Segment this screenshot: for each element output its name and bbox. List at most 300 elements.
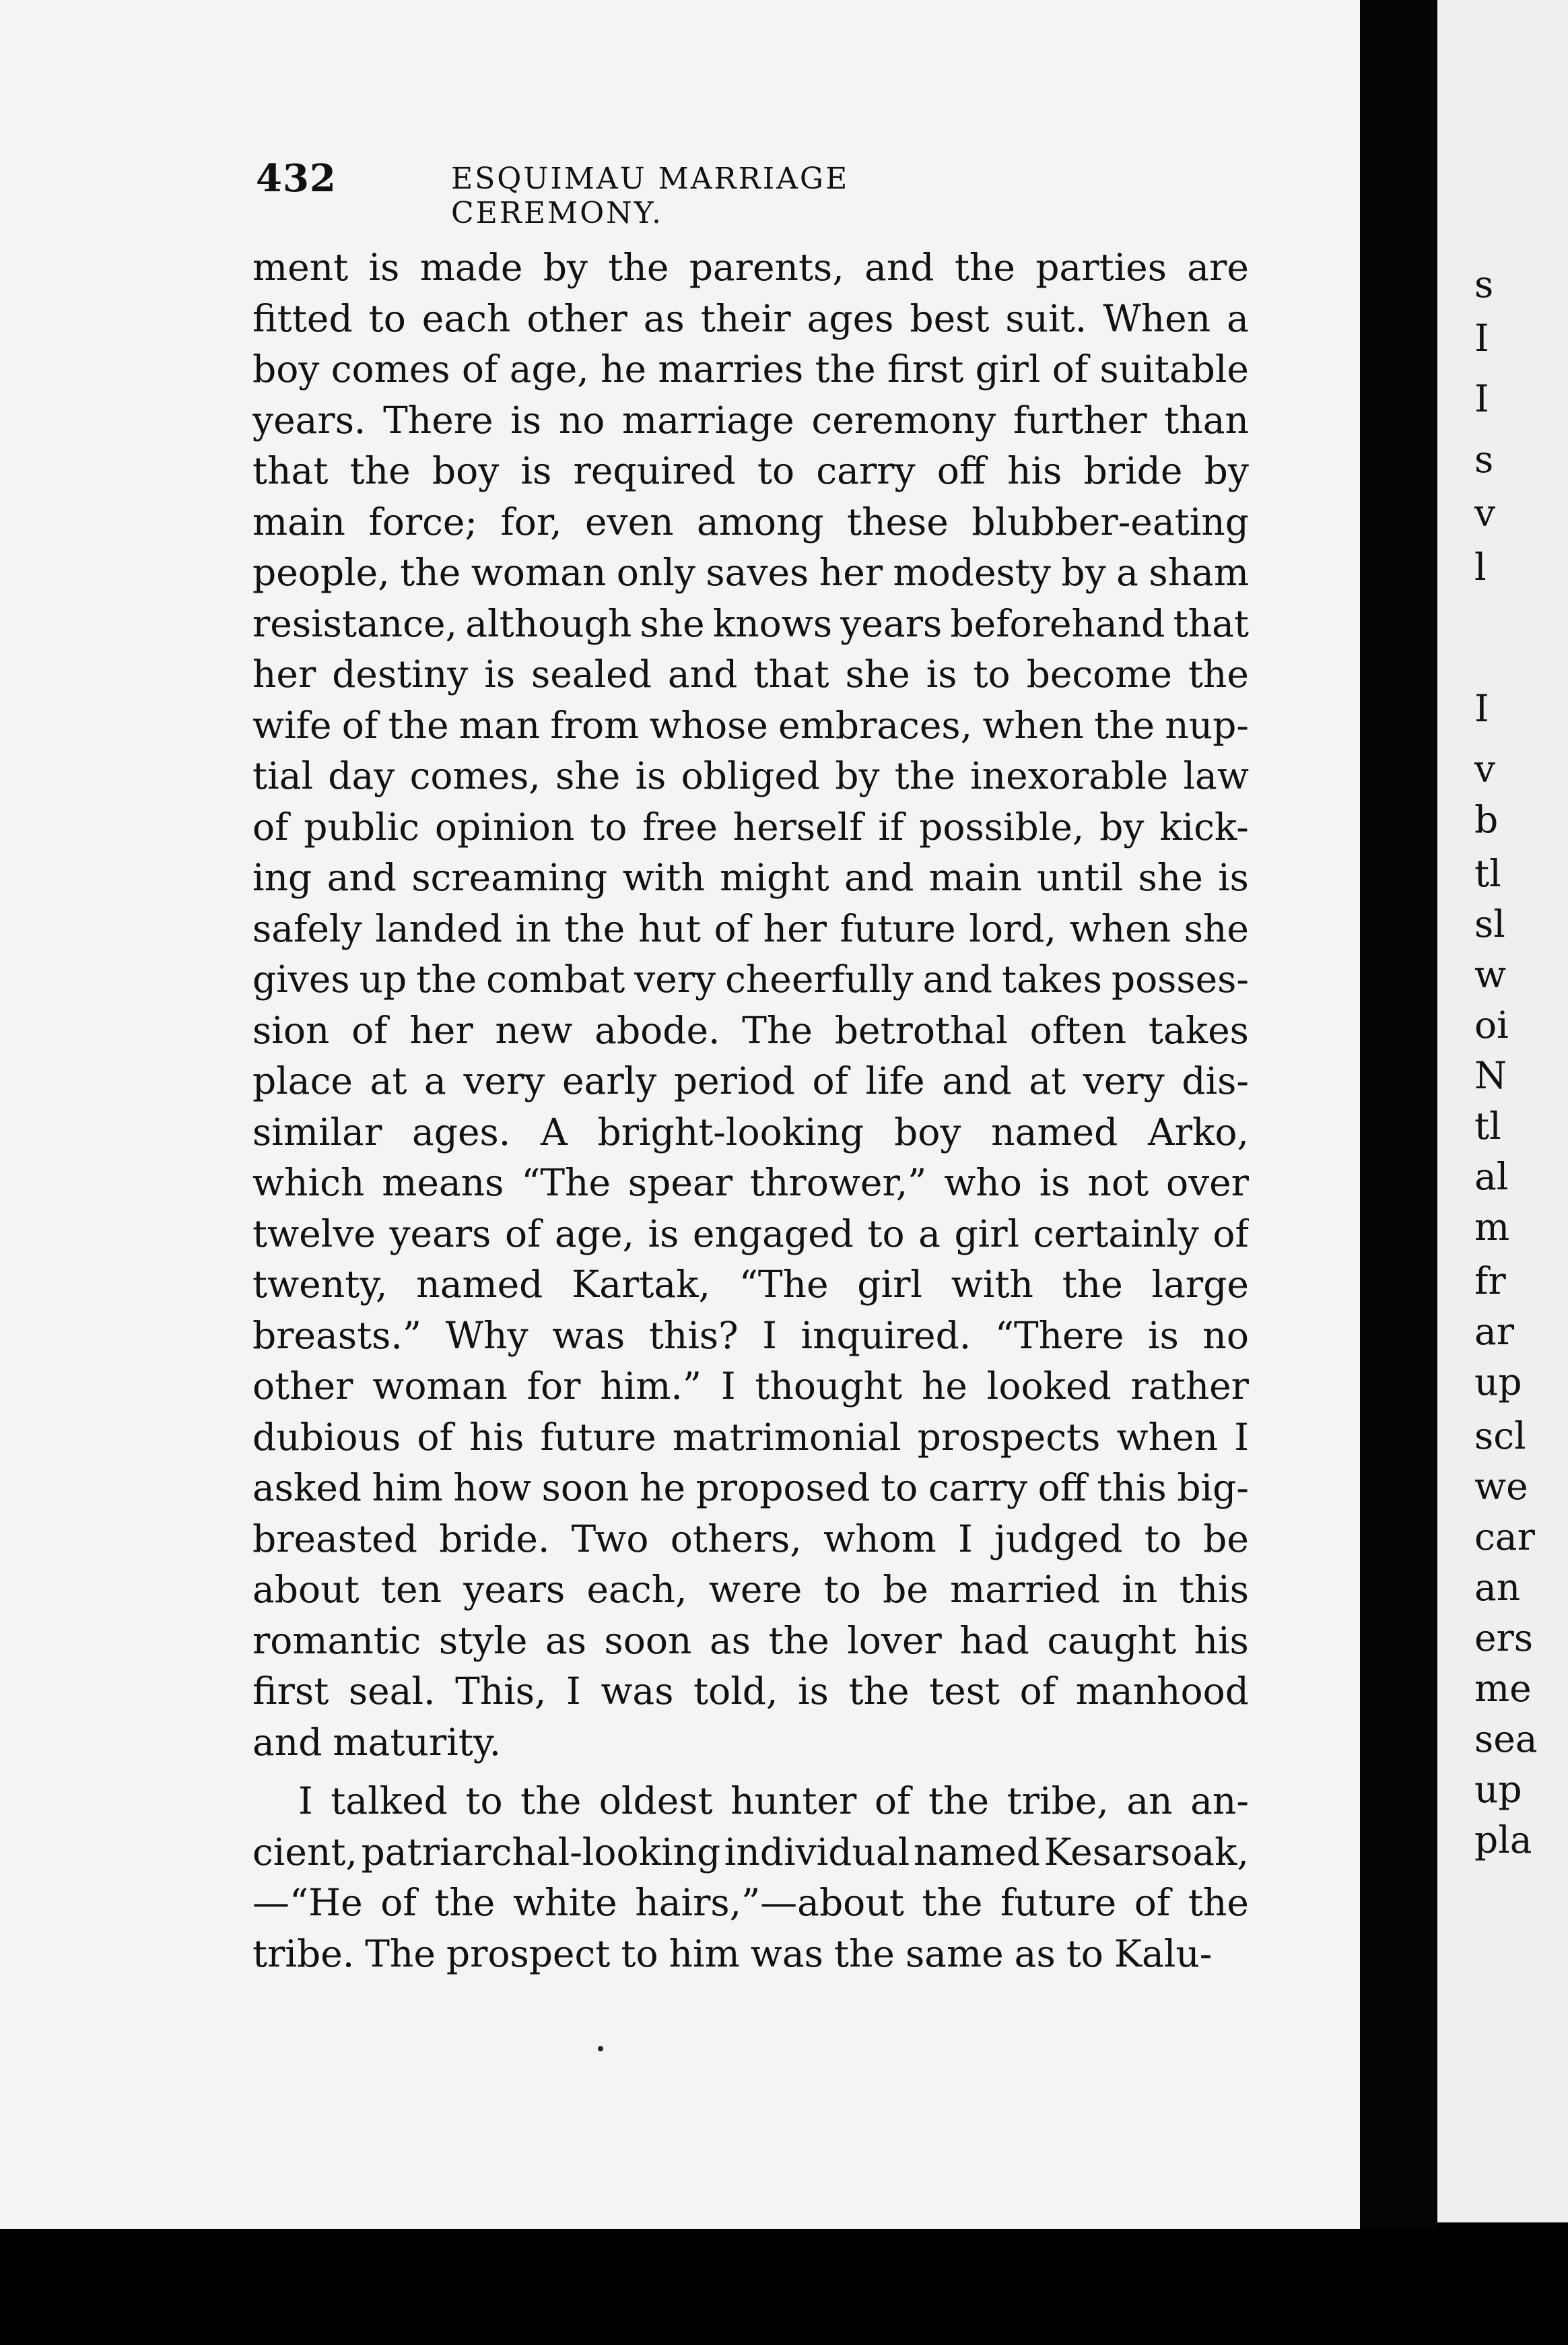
word: and [327,856,397,899]
word: to [465,1779,503,1822]
word: blubber-eating [972,500,1249,543]
word: had [959,1618,1029,1662]
word: was [750,1931,823,1975]
word: when [1116,1415,1219,1459]
word: comes [331,348,450,391]
word: when [1069,906,1171,950]
facing-page-fragment: fr [1474,1259,1506,1302]
text-line [252,1616,1249,1667]
word: to [867,1212,905,1255]
word: each, [586,1568,687,1611]
facing-page-fragment: tl [1474,1104,1501,1148]
word: comes, [409,754,541,797]
word: be [1203,1517,1249,1560]
facing-page-fragment: up [1474,1360,1522,1403]
word: is [368,246,400,289]
word: and [844,856,914,899]
word: main [252,500,345,543]
word: of [1019,1670,1056,1713]
word: judged [994,1517,1123,1560]
word: woman [372,1364,508,1408]
word: tribe, [1007,1779,1109,1822]
word: the [928,1779,990,1822]
word: he [601,348,647,391]
text-line [252,548,1249,599]
word: the [954,246,1015,289]
text-line [252,242,1249,294]
facing-page-fragment: car [1474,1515,1535,1558]
paragraph-gap [252,1768,1249,1776]
text-line [252,1776,1249,1827]
word: talked [331,1779,448,1822]
text-line [252,1412,1249,1463]
word: I [762,1313,777,1357]
text-line [252,1878,1249,1929]
facing-page-fragment: sl [1474,902,1505,946]
word: than [1164,398,1249,442]
facing-page-fragment: m [1474,1205,1510,1249]
word: certainly [1033,1212,1199,1255]
word: in [515,906,551,950]
text-line [252,853,1249,904]
text-line [252,1107,1249,1158]
word: whose [649,703,768,747]
word: is [484,653,516,696]
word: named [913,1830,1040,1874]
word: prospect [446,1931,611,1975]
word: future [1000,1881,1117,1924]
word: I [720,1364,736,1408]
word: resistance, [252,601,458,645]
word: the [520,1779,582,1822]
book-page-right-edge [1437,0,1568,2222]
word: seal. [348,1670,436,1713]
word: years. [252,398,366,442]
word: the [894,754,955,797]
word: girl [857,1263,922,1306]
word: is [510,398,542,442]
word: sion [252,1008,330,1052]
word: she [1138,856,1203,899]
facing-page-fragment: s [1474,438,1494,481]
word: he [640,1466,686,1509]
word: by [835,754,880,797]
word: spear [627,1161,732,1204]
word: dubious [252,1415,401,1459]
word: of [1213,1212,1249,1255]
word: ten [380,1568,442,1611]
facing-page-fragment: we [1474,1465,1528,1508]
word: individual [724,1830,910,1874]
word: beforehand [950,601,1165,645]
word: A [541,1110,568,1154]
word: a [424,1059,446,1102]
word: although [465,601,632,645]
word: first [252,1670,329,1713]
page-number: 432 [256,156,337,201]
word: married [950,1568,1101,1611]
word: girl [954,1212,1020,1255]
word: patriarchal-looking [361,1830,721,1874]
word: breasts.” [252,1313,421,1357]
word: nup- [1165,703,1249,747]
word: ing [252,856,312,899]
word: ages [807,296,894,340]
facing-page-fragment: I [1474,317,1489,360]
word: lord, [969,906,1057,950]
word: for [526,1364,581,1408]
ink-speck [598,2046,603,2051]
word: obliged [681,754,821,797]
word: of [1134,1881,1171,1924]
word: named [416,1263,543,1306]
word: kick- [1159,805,1249,849]
facing-page-fragment: up [1474,1768,1522,1811]
word: off [1037,1466,1087,1509]
word: Why [445,1313,529,1357]
text-line [252,446,1249,497]
word: very [634,958,716,1001]
word: This, [455,1670,547,1713]
text-line [252,1514,1249,1565]
word: asked [252,1466,362,1509]
word: of [461,348,498,391]
text-line [252,954,1249,1005]
word: she [1184,906,1249,950]
word: was [601,1670,674,1713]
word: and [864,246,934,289]
word: When [1103,296,1211,340]
word: to [881,1466,918,1509]
word: is [1218,856,1249,899]
word: herself [732,805,863,849]
word: others, [670,1517,802,1560]
word: bride. [439,1517,550,1560]
word: she [845,653,910,696]
word: him [372,1466,443,1509]
word: abode. [594,1008,720,1052]
facing-page-fragment: ar [1474,1310,1515,1353]
word: required [573,449,736,492]
word: these [846,500,949,543]
word: best [910,296,990,340]
word: I [1234,1415,1249,1459]
text-line [252,344,1249,395]
word: knows [712,601,833,645]
word: soon [604,1618,692,1662]
text-line [252,1311,1249,1362]
word: engaged [692,1212,854,1255]
word: until [1037,856,1124,899]
word: test [929,1670,1000,1713]
word: the [768,1618,829,1662]
running-title: ESQUIMAU MARRIAGE CEREMONY. [451,162,850,230]
word: twenty, [252,1263,388,1306]
word: main [928,856,1022,899]
word: to [1144,1517,1182,1560]
word: off [936,449,986,492]
word: The [742,1008,813,1052]
word: romantic [252,1618,421,1662]
text-line [252,649,1249,700]
word: when [982,703,1084,747]
word: very [463,1059,545,1102]
word: this? [648,1313,739,1357]
text-line [252,1666,1249,1717]
word: soon [541,1466,629,1509]
facing-page-fragment: al [1474,1155,1509,1198]
word: is [926,653,957,696]
facing-page-fragment: pla [1474,1818,1532,1861]
word: become [1026,653,1172,696]
text-line [252,1361,1249,1412]
word: their [700,296,791,340]
word: the [1094,703,1155,747]
text-line [252,904,1249,955]
word: to [368,296,406,340]
word: each [421,296,511,340]
word: in [1122,1568,1158,1611]
word: same [905,1931,1004,1975]
word: cient, [252,1830,357,1874]
word: that [252,449,329,492]
word: and [942,1059,1012,1102]
facing-page-fragment: b [1474,798,1499,841]
word: hunter [730,1779,857,1822]
word: oldest [599,1779,713,1822]
word: is [1148,1313,1179,1357]
word: matrimonial [672,1415,901,1459]
word: the [349,449,411,492]
word: even [584,500,674,543]
word: only [616,551,695,594]
word: at [370,1059,407,1102]
word: means [382,1161,504,1204]
word: years [389,1212,491,1255]
word: carry [928,1466,1028,1509]
text-line [252,1056,1249,1107]
word: as [545,1618,586,1662]
word: him [669,1931,740,1975]
word: if [878,805,904,849]
word: by [1061,551,1106,594]
word: very [1083,1059,1165,1102]
word: woman [471,551,607,594]
word: —“He [252,1881,363,1924]
text-line [252,599,1249,650]
text-line [252,395,1249,447]
word: the [434,1881,496,1924]
facing-page-fragment: w [1474,953,1507,996]
word: lover [847,1618,942,1662]
running-header [256,156,1064,230]
word: of [417,1415,453,1459]
word: were [708,1568,803,1611]
word: Two [571,1517,649,1560]
word: inexorable [970,754,1169,797]
word: about [252,1568,360,1611]
text-line [252,294,1249,345]
text-line [252,700,1249,752]
word: tribe. [252,1931,355,1975]
word: life [865,1059,925,1102]
word: the [608,246,669,289]
word: place [252,1059,353,1102]
word: from [550,703,640,747]
word: embraces, [778,703,973,747]
word: is [635,754,667,797]
word: white [512,1881,617,1924]
word: she [640,601,705,645]
word: among [696,500,824,543]
word: proposed [695,1466,871,1509]
word: of [504,1212,541,1255]
word: to [973,653,1011,696]
word: be [883,1568,928,1611]
word: combat [486,958,625,1001]
word: is [1039,1161,1070,1204]
word: ment [252,246,349,289]
word: “The [521,1161,611,1204]
word: years [840,601,943,645]
word: her [763,906,827,950]
word: “There [994,1313,1124,1357]
facing-page-fragment: s [1474,263,1494,306]
word: for, [500,500,562,543]
word: she [555,754,621,797]
facing-page-fragment: scl [1474,1414,1526,1457]
word: rather [1130,1364,1249,1408]
word: a [918,1212,941,1255]
word: the [388,703,449,747]
word: is [520,449,552,492]
word: early [562,1059,657,1102]
word: landed [375,906,502,950]
word: prospects [917,1415,1101,1459]
facing-page-fragment: ers [1474,1616,1534,1659]
body-text [252,242,1249,1979]
word: to [1066,1931,1103,1975]
facing-page-fragment: me [1474,1667,1532,1710]
word: years [463,1568,566,1611]
text-line [252,1717,1249,1769]
word: “The [739,1263,829,1306]
word: is [648,1212,679,1255]
text-line [252,751,1249,802]
word: his [1007,449,1062,492]
word: to [757,449,795,492]
word: I [958,1517,973,1560]
word: girl [975,348,1041,391]
word: might [720,856,829,899]
word: hut [638,906,701,950]
scan-bottom-border [0,2229,1568,2345]
word: breasted [252,1517,417,1560]
facing-page-fragment: tl [1474,852,1501,895]
word: with [622,856,705,899]
word: screaming [411,856,608,899]
word: tial [252,754,314,797]
word: of [252,805,289,849]
word: people, [252,551,390,594]
word: no [1202,1313,1249,1357]
word: a [1227,296,1249,340]
word: as [709,1618,751,1662]
word: similar [252,1110,382,1154]
word: bright-looking [597,1110,864,1154]
word: made [419,246,523,289]
word: boy [252,348,320,391]
word: free [642,805,718,849]
word: and [922,958,993,1001]
word: at [1029,1059,1066,1102]
word: are [1187,246,1249,289]
word: takes [1148,1008,1249,1052]
word: was [552,1313,625,1357]
word: by [1204,449,1249,492]
word: of [351,1008,388,1052]
facing-page-fragment: sea [1474,1717,1538,1760]
word: that [1173,601,1249,645]
word: of [874,1779,911,1822]
text-line [252,1929,1249,1980]
word: as [1014,1931,1056,1975]
word: her [819,551,883,594]
word: Arko, [1148,1110,1249,1154]
word: the [564,906,625,950]
word: who [944,1161,1022,1204]
word: looked [986,1364,1112,1408]
facing-page-fragment: N [1474,1054,1507,1097]
word: Kalu- [1114,1931,1213,1975]
word: the [1188,1881,1249,1924]
word: age, [509,348,589,391]
facing-page-fragment: v [1474,492,1496,535]
word: I [298,1779,313,1822]
word: marriage [622,398,794,442]
word: and [667,653,738,696]
word: possible, [919,805,1085,849]
word: the [848,1670,910,1713]
word: the [1188,653,1249,696]
word: new [495,1008,573,1052]
word: Kartak, [572,1263,711,1306]
facing-page-fragment: l [1474,546,1487,589]
word: age, [554,1212,634,1255]
word: an- [1190,1779,1249,1822]
word: thought [755,1364,903,1408]
word: ages. [411,1110,511,1154]
word: force; [368,500,477,543]
word: with [951,1263,1033,1306]
text-line [252,497,1249,548]
word: period [673,1059,795,1102]
word: other [252,1364,353,1408]
word: he [922,1364,967,1408]
text-line [252,802,1249,853]
word: of [1052,348,1089,391]
facing-page-fragment: oi [1474,1003,1509,1047]
word: boy [432,449,500,492]
facing-page-fragment: v [1474,748,1496,791]
word: his [1194,1618,1249,1662]
word: other [526,296,627,340]
word: to [621,1931,658,1975]
word: wife [252,703,332,747]
word: told, [693,1670,778,1713]
text-line [252,1005,1249,1057]
word: The [365,1931,436,1975]
